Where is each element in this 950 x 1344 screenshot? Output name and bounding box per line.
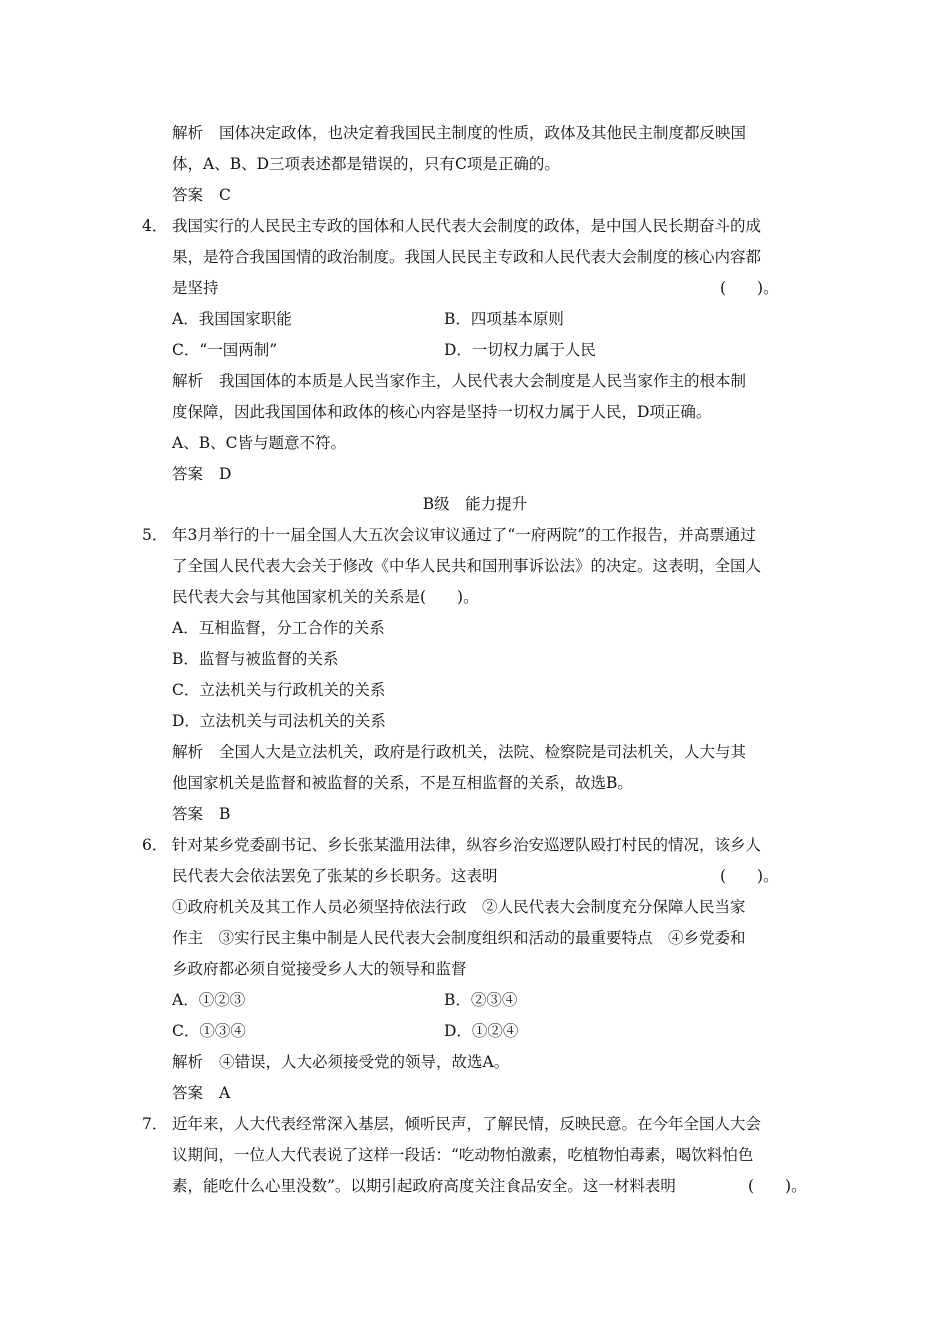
q6-statement-line-1: ①政府机关及其工作人员必须坚持依法行政 ②人民代表大会制度充分保障人民当家 (172, 898, 746, 916)
q6-option-a: A．①②③ (172, 991, 246, 1009)
section-heading: B级 能力提升 (422, 495, 528, 513)
q5-stem-line-2: 了全国人民代表大会关于修改《中华人民共和国刑事诉讼法》的决定。这表明，全国人 (172, 557, 762, 575)
q4-answer-label: 答案 (172, 465, 204, 483)
q5-option-a: A．互相监督，分工合作的关系 (172, 619, 385, 637)
q5-answer (172, 804, 230, 824)
q6-option-c: C．①③④ (172, 1022, 246, 1040)
q5-option-d: D．立法机关与司法机关的关系 (172, 712, 386, 730)
q4-answer-blank: ( )。 (720, 279, 779, 297)
q5-analysis-line-2: 他国家机关是监督和被监督的关系，不是互相监督的关系，故选B。 (172, 774, 633, 792)
q3-answer-label: 答案 (172, 186, 204, 204)
q6-answer-label: 答案 (172, 1084, 204, 1102)
q3-analysis-line-1: 解析 国体决定政体，也决定着我国民主制度的性质，政体及其他民主制度都反映国 (172, 124, 747, 142)
q4-analysis-line-3: A、B、C皆与题意不符。 (172, 434, 346, 452)
q4-stem-line-3: 是坚持 (172, 279, 219, 297)
q5-option-b: B．监督与被监督的关系 (172, 650, 339, 668)
q5-analysis-label: 解析 (172, 743, 204, 761)
q3-answer-value: C (219, 186, 231, 204)
q6-answer-blank: ( )。 (720, 867, 779, 885)
q5-number: 5． (142, 526, 168, 544)
q5-option-c: C．立法机关与行政机关的关系 (172, 681, 386, 699)
q5-analysis-line-1: 解析 全国人大是立法机关，政府是行政机关，法院、检察院是司法机关，人大与其 (172, 743, 747, 761)
q4-stem-line-2: 果，是符合我国国情的政治制度。我国人民民主专政和人民代表大会制度的核心内容都 (172, 248, 762, 266)
q4-analysis-line-2: 度保障，因此我国国体和政体的核心内容是坚持一切权力属于人民，D项正确。 (172, 403, 712, 421)
q5-answer-value: B (219, 805, 231, 823)
q7-stem-line-1: 近年来，人大代表经常深入基层，倾听民声，了解民情，反映民意。在今年全国人大会 (172, 1115, 762, 1133)
q6-stem-line-2: 民代表大会依法罢免了张某的乡长职务。这表明 (172, 867, 498, 885)
q4-answer (172, 464, 231, 484)
q4-analysis-line-1: 解析 我国国体的本质是人民当家作主，人民代表大会制度是人民当家作主的根本制 (172, 372, 747, 390)
q6-number: 6． (142, 836, 168, 854)
q4-answer-value: D (219, 465, 232, 483)
q6-statement-line-2: 作主 ③实行民主集中制是人民代表大会制度组织和活动的最重要特点 ④乡党委和 (172, 929, 746, 947)
q6-option-b: B．②③④ (444, 991, 518, 1009)
q4-option-b: B．四项基本原则 (444, 310, 564, 328)
q7-answer-blank: ( )。 (748, 1177, 807, 1195)
q5-answer-label: 答案 (172, 805, 204, 823)
q4-option-d: D．一切权力属于人民 (444, 341, 596, 359)
q4-option-c: C．“一国两制” (172, 341, 278, 359)
q5-stem-line-1: 年3月举行的十一届全国人大五次会议审议通过了“一府两院”的工作报告，并高票通过 (172, 526, 756, 544)
q6-stem-line-1: 针对某乡党委副书记、乡长张某滥用法律，纵容乡治安巡逻队殴打村民的情况，该乡人 (172, 836, 762, 854)
q4-stem-line-1: 我国实行的人民民主专政的国体和人民代表大会制度的政体，是中国人民长期奋斗的成 (172, 217, 762, 235)
q6-analysis-line-1: 解析 ④错误，人大必须接受党的领导，故选A。 (172, 1053, 510, 1071)
q7-stem-line-3: 素，能吃什么心里没数”。以期引起政府高度关注食品安全。这一材料表明 (172, 1177, 676, 1195)
q4-number: 4． (142, 217, 168, 235)
q7-number: 7． (142, 1115, 168, 1133)
q4-analysis-label: 解析 (172, 372, 204, 390)
q6-analysis-label: 解析 (172, 1053, 204, 1071)
q3-answer (172, 185, 231, 205)
q7-stem-line-2: 议期间，一位人大代表说了这样一段话：“吃动物怕激素，吃植物怕毒素，喝饮料怕色 (172, 1146, 754, 1164)
q6-answer-value: A (219, 1084, 231, 1102)
q3-analysis-line-2: 体，A、B、D三项表述都是错误的，只有C项是正确的。 (172, 155, 560, 173)
q6-statement-line-3: 乡政府都必须自觉接受乡人大的领导和监督 (172, 960, 467, 978)
q5-stem-line-3: 民代表大会与其他国家机关的关系是( )。 (172, 588, 479, 606)
q6-answer (172, 1083, 230, 1103)
q6-option-d: D．①②④ (444, 1022, 519, 1040)
q4-option-a: A．我国国家职能 (172, 310, 292, 328)
q3-analysis-label: 解析 (172, 124, 204, 142)
